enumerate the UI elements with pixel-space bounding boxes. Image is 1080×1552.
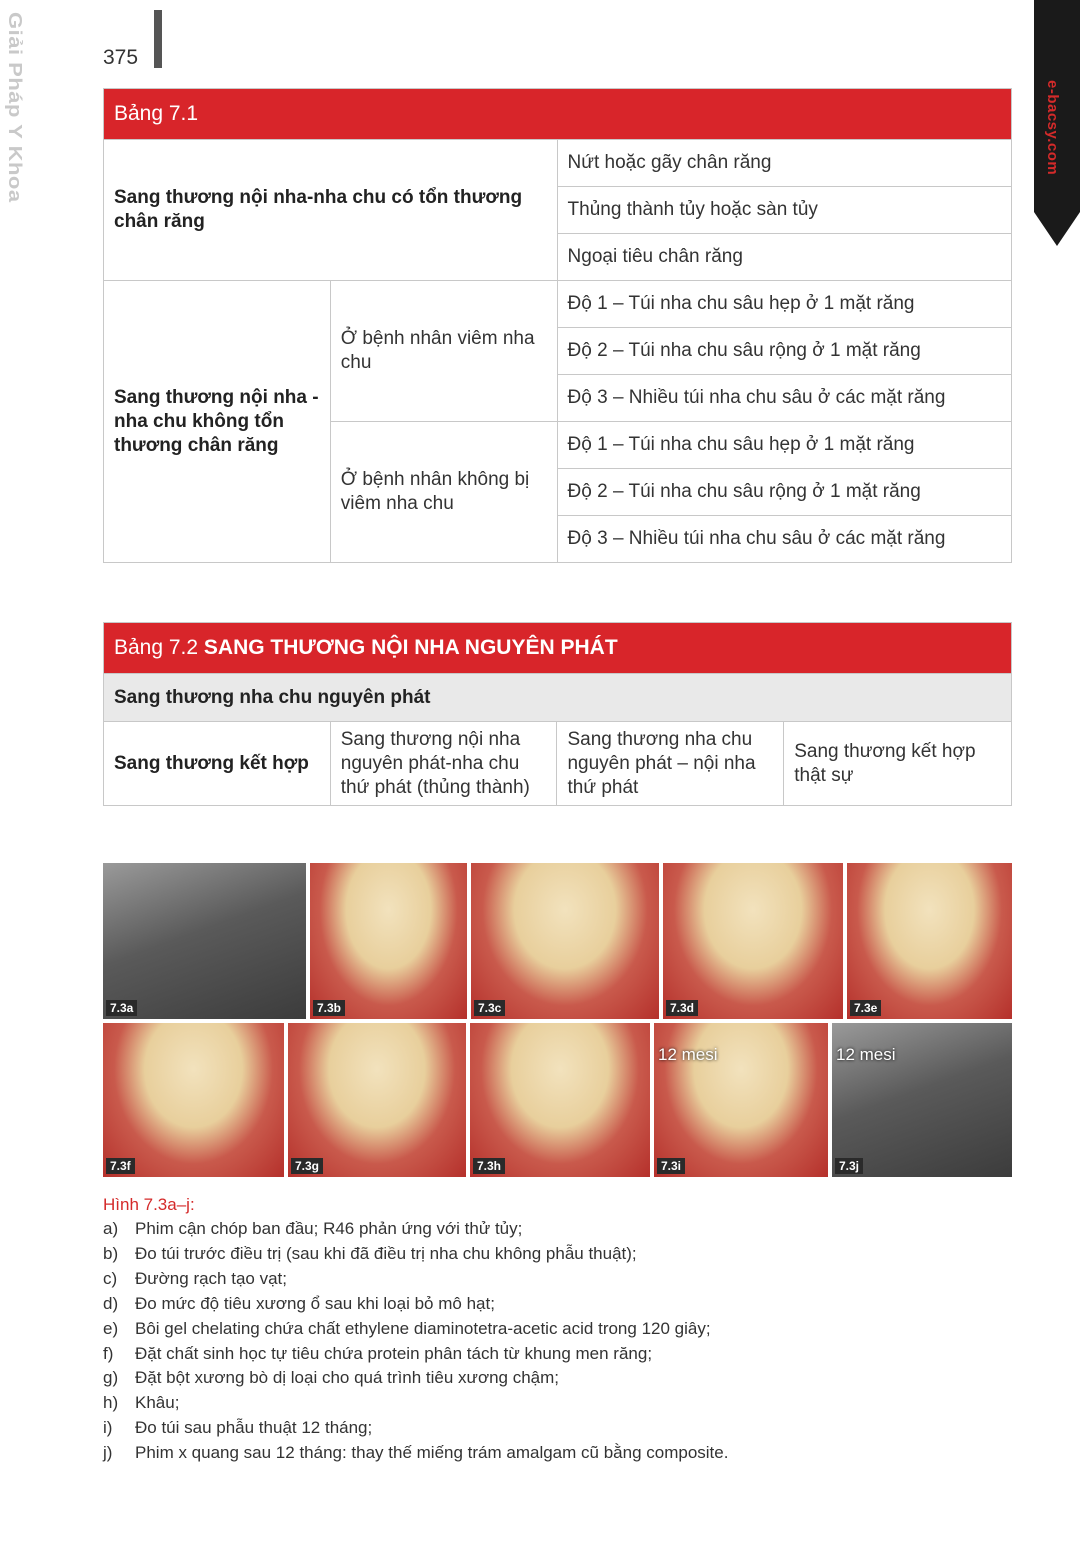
table-7-2 [103, 622, 1012, 806]
item-text: Đặt chất sinh học tự tiêu chứa protein phân tách từ khung men răng; [135, 1343, 653, 1363]
item-text: Bôi gel chelating chứa chất ethylene diaminotetra-acetic acid trong 120 giây; [135, 1318, 711, 1338]
table-cell: Độ 3 – Nhiều túi nha chu sâu ở các mặt răng [557, 375, 1011, 422]
caption-title: SANG THƯƠNG NỘI NHA NGUYÊN PHÁT [203, 636, 618, 659]
photo-label: 7.3c [474, 1000, 505, 1016]
brand-logo-text: e-bacsy.com [1044, 80, 1061, 176]
item-key: g) [103, 1368, 119, 1388]
item-text: Đường rạch tạo vạt; [135, 1268, 287, 1288]
photo-label: 7.3h [473, 1158, 505, 1174]
item-text: Phim x quang sau 12 tháng: thay thế miếng trám amalgam cũ bằng composite. [135, 1443, 729, 1463]
photo-label: 7.3e [850, 1000, 881, 1016]
group-label: Sang thương nội nha-nha chu có tổn thương chân răng [104, 140, 558, 281]
table-cell: Sang thương nội nha nguyên phát-nha chu thứ phát (thủng thành) [330, 722, 557, 806]
photo-7-3e [847, 863, 1012, 1019]
table-cell: Thủng thành tủy hoặc sàn tủy [557, 187, 1011, 234]
item-key: i) [103, 1418, 113, 1438]
photo-7-3a [103, 863, 306, 1019]
photo-7-3g [288, 1023, 466, 1177]
item-key: f) [103, 1343, 114, 1363]
group-label: Sang thương nội nha - nha chu không tổn thương chân răng [104, 281, 331, 563]
list-item [103, 1317, 1003, 1342]
item-key: e) [103, 1318, 119, 1338]
photo-overlay-text: 12 mesi [836, 1045, 896, 1064]
photo-label: 7.3d [666, 1000, 698, 1016]
table-cell: Độ 1 – Túi nha chu sâu hẹp ở 1 mặt răng [557, 422, 1011, 469]
item-key: b) [103, 1243, 119, 1263]
item-key: a) [103, 1219, 119, 1238]
item-text: Đặt bột xương bò dị loại cho quá trình tiêu xương chậm; [135, 1368, 560, 1388]
table-cell: Sang thương kết hợp thật sự [784, 722, 1012, 806]
page-number: 375 [103, 46, 139, 69]
list-item [103, 1217, 1003, 1242]
brand-ribbon [1034, 0, 1080, 246]
table-cell: Độ 3 – Nhiều túi nha chu sâu ở các mặt răng [557, 516, 1011, 563]
subgroup-label: Ở bệnh nhân không bị viêm nha chu [330, 422, 557, 563]
table-cell: Độ 2 – Túi nha chu sâu rộng ở 1 mặt răng [557, 328, 1011, 375]
photo-7-3j [832, 1023, 1012, 1177]
photo-7-3d [663, 863, 843, 1019]
list-item [103, 1441, 1003, 1466]
photo-7-3h [470, 1023, 650, 1177]
caption-prefix: Bảng 7.2 [114, 636, 199, 659]
row-label: Sang thương kết hợp [104, 722, 331, 806]
photo-7-3c [471, 863, 659, 1019]
item-text: Đo mức độ tiêu xương ổ sau khi loại bỏ mô hạt; [135, 1293, 495, 1313]
list-item [103, 1267, 1003, 1292]
table-cell: Nứt hoặc gãy chân răng [557, 140, 1011, 187]
item-text: Đo túi trước điều trị (sau khi đã điều trị nha chu không phẫu thuật); [135, 1243, 637, 1263]
item-key: d) [103, 1293, 119, 1313]
photo-label: 7.3i [657, 1158, 685, 1174]
list-item [103, 1366, 1003, 1391]
photo-overlay-text: 12 mesi [658, 1045, 718, 1064]
photo-7-3b [310, 863, 467, 1019]
table-row-header: Sang thương nha chu nguyên phát [104, 674, 1012, 722]
figure-legend-list [103, 1217, 1003, 1466]
list-item [103, 1242, 1003, 1267]
photo-label: 7.3b [313, 1000, 345, 1016]
item-text: Phim cận chóp ban đầu; R46 phản ứng với thử tủy; [135, 1219, 523, 1238]
table-cell: Độ 2 – Túi nha chu sâu rộng ở 1 mặt răng [557, 469, 1011, 516]
item-text: Khâu; [135, 1393, 180, 1413]
list-item [103, 1342, 1003, 1367]
subgroup-label: Ở bệnh nhân viêm nha chu [330, 281, 557, 422]
photo-label: 7.3f [106, 1158, 135, 1174]
list-item [103, 1416, 1003, 1441]
item-text: Đo túi sau phẫu thuật 12 tháng; [135, 1418, 373, 1438]
list-item [103, 1391, 1003, 1416]
page-number-bar [154, 10, 162, 68]
item-key: c) [103, 1268, 118, 1288]
photo-7-3i [654, 1023, 828, 1177]
table-cell: Ngoại tiêu chân răng [557, 234, 1011, 281]
table-caption [104, 623, 1012, 674]
figure-photo-grid [103, 863, 1012, 1177]
table-cell: Độ 1 – Túi nha chu sâu hẹp ở 1 mặt răng [557, 281, 1011, 328]
photo-label: 7.3g [291, 1158, 323, 1174]
photo-label: 7.3j [835, 1158, 863, 1174]
item-key: j) [103, 1443, 113, 1463]
photo-7-3f [103, 1023, 284, 1177]
table-caption: Bảng 7.1 [104, 89, 1012, 140]
item-key: h) [103, 1393, 119, 1413]
figure-caption: Hình 7.3a–j: [103, 1195, 195, 1214]
list-item [103, 1292, 1003, 1317]
side-title: Giải Pháp Y Khoa [4, 12, 27, 203]
table-7-1 [103, 88, 1012, 563]
photo-label: 7.3a [106, 1000, 137, 1016]
table-cell: Sang thương nha chu nguyên phát – nội nha thứ phát [557, 722, 784, 806]
